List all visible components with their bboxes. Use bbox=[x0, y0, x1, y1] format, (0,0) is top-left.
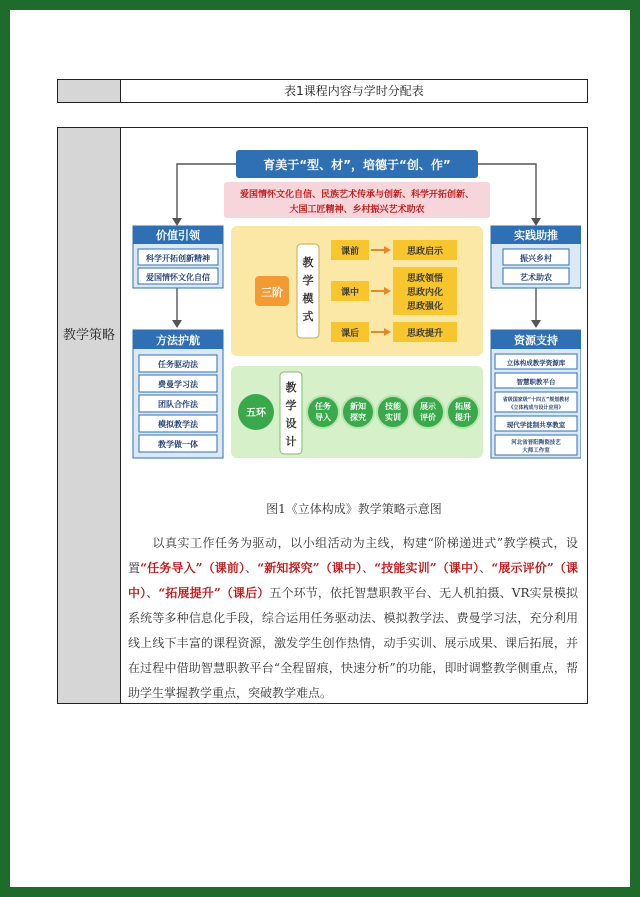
ring-circle bbox=[447, 396, 479, 428]
highlight-step: “新知探究”（课中） bbox=[257, 561, 363, 575]
caption-label-cell bbox=[58, 80, 121, 102]
stage-result: 思政提升 bbox=[406, 329, 444, 339]
resource-items bbox=[495, 354, 577, 455]
highlight-step: “展示评价”（课中） bbox=[128, 561, 578, 600]
row-label: 教学策略 bbox=[62, 328, 115, 343]
ring-items bbox=[307, 396, 479, 428]
resource-item: 河北省晋阳陶瓷技艺 bbox=[511, 440, 561, 446]
san-jie-label: 三阶 bbox=[261, 286, 283, 299]
practice-item: 艺术助农 bbox=[520, 273, 552, 282]
paragraph-comma: 、 bbox=[479, 561, 492, 575]
design-label-char: 计 bbox=[285, 435, 297, 448]
method-item: 任务驱动法 bbox=[158, 360, 198, 369]
mode-label-char: 式 bbox=[302, 310, 314, 323]
ring-text: 任务 bbox=[315, 402, 331, 411]
stage-name: 课中 bbox=[340, 288, 360, 298]
stage-result: 思政强化 bbox=[406, 302, 444, 312]
values-line-1: 爱国情怀文化自信、民族艺术传承与创新、科学开拓创新、 bbox=[239, 190, 475, 200]
ring-circle bbox=[342, 396, 374, 428]
ring-circle bbox=[377, 396, 409, 428]
paragraph-comma: 、 bbox=[146, 586, 159, 600]
practice-title: 实践助推 bbox=[514, 229, 558, 242]
row-label-cell bbox=[58, 128, 121, 703]
ring-text: 实训 bbox=[385, 413, 401, 422]
design-label-char: 教 bbox=[285, 381, 297, 394]
banner-text: 育美于“型、材”，培德于“创、作” bbox=[263, 158, 451, 172]
value-item: 爱国情怀文化自信 bbox=[146, 273, 210, 282]
strategy-paragraph bbox=[128, 531, 578, 706]
practice-item: 振兴乡村 bbox=[520, 254, 552, 263]
table-caption-row bbox=[57, 79, 588, 103]
method-title: 方法护航 bbox=[156, 334, 200, 347]
resource-item: 《立体构成与设计应用》 bbox=[508, 405, 564, 411]
figure-caption: 图1《立体构成》教学策略示意图 bbox=[266, 502, 442, 516]
ring-circle bbox=[412, 396, 444, 428]
resource-item: 智慧职教平台 bbox=[516, 378, 556, 386]
highlight-step: “技能实训”（课中） bbox=[374, 561, 480, 575]
stage-name: 课前 bbox=[340, 247, 360, 257]
stage-result: 思政启示 bbox=[406, 247, 444, 257]
value-item: 科学开拓创新精神 bbox=[146, 254, 210, 263]
mode-label-char: 教 bbox=[302, 256, 314, 269]
values-line-2: 大国工匠精神、乡村振兴艺术助农 bbox=[289, 205, 425, 215]
paragraph-comma: 、 bbox=[245, 561, 258, 575]
ring-text: 展示 bbox=[420, 402, 436, 411]
ring-text: 评价 bbox=[420, 413, 436, 422]
mode-label-char: 学 bbox=[302, 274, 314, 287]
method-item: 教学做一体 bbox=[158, 440, 198, 449]
highlight-step: “拓展提升”（课后） bbox=[158, 586, 270, 600]
strategy-diagram bbox=[131, 146, 581, 476]
stage-result: 思政领悟 bbox=[406, 274, 444, 284]
teaching-strategy-row bbox=[57, 127, 588, 704]
table-caption: 表1课程内容与学时分配表 bbox=[284, 84, 424, 98]
ring-text: 导入 bbox=[315, 413, 331, 422]
resource-item: 大师工作室 bbox=[522, 448, 550, 454]
paragraph-comma: 、 bbox=[362, 561, 375, 575]
ring-text: 技能 bbox=[385, 402, 401, 411]
method-item: 模拟教学法 bbox=[158, 420, 198, 429]
paragraph-text: 五个环节，依托智慧职教平台、无人机拍摄、VR实景模拟系统等多种信息化手段，综合运用任务驱动法、模拟教学法、费曼学习法，充分利用线上线下丰富的课程资源，激发学生创作热情，动手实训、展示成果、课后拓展，并在过程中借助智慧职教平台“全程留痕，快速分析”的功能，即时调整教学侧重点，帮助学生掌握教学重点，突破教学难点。 bbox=[128, 586, 578, 700]
ring-circle bbox=[307, 396, 339, 428]
design-label-char: 学 bbox=[285, 399, 297, 412]
design-label-char: 设 bbox=[285, 417, 297, 430]
ring-text: 新知 bbox=[350, 402, 366, 411]
paragraph-text: 以真实工作任务为驱动，以小组活动为主线，构建“阶梯递进式”教学模式，设置 bbox=[128, 536, 578, 575]
resource-item: 省级国家级“十四五”规划教材 bbox=[502, 397, 570, 403]
resource-item: 现代学徒制共享教室 bbox=[506, 421, 566, 429]
method-item: 团队合作法 bbox=[158, 400, 198, 409]
stage-result: 思政内化 bbox=[406, 288, 444, 298]
ring-text: 探究 bbox=[350, 413, 366, 422]
method-item: 费曼学习法 bbox=[158, 380, 198, 389]
ring-text: 拓展 bbox=[455, 402, 471, 411]
mode-label-char: 模 bbox=[302, 292, 314, 305]
resource-title: 资源支持 bbox=[514, 334, 558, 347]
ring-text: 提升 bbox=[455, 413, 471, 422]
resource-item: 立体构成教学资源库 bbox=[506, 359, 566, 367]
document-page bbox=[10, 10, 630, 887]
stage-name: 课后 bbox=[340, 329, 360, 339]
highlight-step: “任务导入”（课前） bbox=[140, 561, 246, 575]
value-title: 价值引领 bbox=[156, 229, 200, 242]
method-items bbox=[139, 355, 217, 452]
wu-huan-label: 五环 bbox=[246, 408, 266, 419]
